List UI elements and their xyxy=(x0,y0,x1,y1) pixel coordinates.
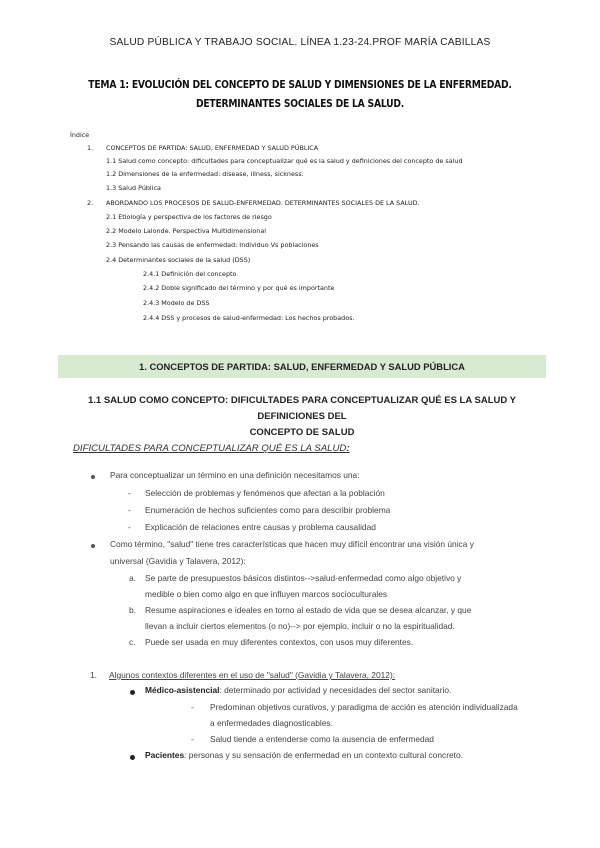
subsection-title xyxy=(58,393,546,441)
toc-item[interactable] xyxy=(87,199,420,207)
subsection-title-line-2: CONCEPTO DE SALUD xyxy=(249,427,355,438)
list-item: Se parte de presupuestos básicos distintos-->salud-enfermedad como algo objetivo y xyxy=(145,573,462,583)
list-item: Explicación de relaciones entre causas y problema causalidad xyxy=(145,522,376,532)
bullet-text: Para conceptualizar un término en una definición necesitamos una: xyxy=(110,470,360,480)
bullet-text xyxy=(145,685,451,695)
document-title xyxy=(60,76,540,114)
list-letter: c. xyxy=(129,637,136,647)
toc-item[interactable]: 2.4.1 Definición del concepto xyxy=(143,270,237,278)
bullet-icon xyxy=(130,690,135,695)
difficulties-heading xyxy=(73,443,350,454)
list-item: Salud tiende a entenderse como la ausencia de enfermedad xyxy=(210,734,434,744)
list-number: 1. xyxy=(90,670,97,680)
toc-item[interactable]: 2.2 Modelo Lalonde. Perspectiva Multidimensional xyxy=(106,227,267,235)
subsection-title-line-1: 1.1 SALUD COMO CONCEPTO: DIFICULTADES PARA CONCEPTUALIZAR QUÉ ES LA SALUD Y DEFINICIONES DEL xyxy=(87,395,517,422)
toc-item[interactable]: 1.2 Dimensiones de la enfermedad: disease, illness, sickness. xyxy=(106,170,304,178)
toc-item[interactable] xyxy=(87,144,319,152)
dash-icon: - xyxy=(191,734,194,744)
bullet-text-continuation: universal (Gavidia y Talavera, 2012): xyxy=(110,556,246,566)
bullet-icon xyxy=(130,755,135,760)
contexts-heading: Algunos contextos diferentes en el uso de "salud" (Gavidia y Talavera, 2012): xyxy=(109,670,396,680)
title-line-2: DETERMINANTES SOCIALES DE LA SALUD. xyxy=(195,99,405,110)
list-item: Selección de problemas y fenómenos que afectan a la población xyxy=(145,488,385,498)
list-item-continuation: a enfermedades diagnosticables. xyxy=(210,718,333,728)
toc-item[interactable]: 2.4 Determinantes sociales de la salud (DSS) xyxy=(106,256,251,264)
bullet-text xyxy=(145,750,463,760)
toc-item-label: ABORDANDO LOS PROCESOS DE SALUD-ENFERMEDAD. DETERMINANTES SOCIALES DE LA SALUD. xyxy=(106,199,420,207)
list-item: Resume aspiraciones e ideales en torno al estado de vida que se desea alcanzar, y que xyxy=(145,605,472,615)
list-item-continuation: llevan a incluir ciertos elementos (o no)--> por ejemplo, incluir o no la espiritualidad. xyxy=(145,621,455,631)
toc-item[interactable]: 2.3 Pensando las causas de enfermedad: Individuo Vs poblaciones xyxy=(106,241,319,249)
toc-item-number: 1. xyxy=(87,144,94,152)
dash-icon: - xyxy=(191,702,194,712)
toc-item[interactable]: 2.4.3 Modelo de DSS xyxy=(143,299,210,307)
bullet-icon xyxy=(91,475,95,479)
list-letter: b. xyxy=(129,605,136,615)
difficulties-heading-text: DIFICULTADES PARA CONCEPTUALIZAR QUÉ ES LA SALUD xyxy=(73,443,347,454)
title-line-1: TEMA 1: EVOLUCIÓN DEL CONCEPTO DE SALUD Y DIMENSIONES DE LA ENFERMEDAD. xyxy=(88,80,512,91)
list-item-continuation: medible o bien como algo en que influyen marcos socioculturales xyxy=(145,589,388,599)
dash-icon: - xyxy=(128,505,131,515)
list-item: Predominan objetivos curativos, y paradigma de acción es atención individualizada xyxy=(210,702,518,712)
page-header: SALUD PÚBLICA Y TRABAJO SOCIAL. LÍNEA 1.23-24.PROF MARÍA CABILLAS xyxy=(109,37,491,48)
difficulties-heading-colon: : xyxy=(346,443,350,454)
bullet-description: : determinado por actividad y necesidades del sector sanitario. xyxy=(219,685,452,695)
toc-item-number: 2. xyxy=(87,199,94,207)
section-banner xyxy=(58,355,546,378)
list-letter: a. xyxy=(129,573,136,583)
toc-item[interactable]: 2.1 Etiología y perspectiva de los factores de riesgo xyxy=(106,213,272,221)
dash-icon: - xyxy=(128,522,131,532)
toc-item-label: CONCEPTOS DE PARTIDA: SALUD, ENFERMEDAD Y SALUD PÚBLICA xyxy=(106,144,319,152)
bullet-icon xyxy=(91,544,95,548)
section-title: 1. CONCEPTOS DE PARTIDA: SALUD, ENFERMEDAD Y SALUD PÚBLICA xyxy=(139,361,465,372)
bullet-text: Como término, "salud" tiene tres características que hacen muy difícil encontrar una visión única y xyxy=(110,539,474,549)
toc-item[interactable]: 1.1 Salud como concepto: dificultades para conceptualizar qué es la salud y definiciones del concepto de salud xyxy=(106,157,463,165)
toc-heading: Índice xyxy=(70,131,90,139)
bullet-description: : personas y su sensación de enfermedad en un contexto cultural concreto. xyxy=(184,750,463,760)
bullet-label: Médico-asistencial xyxy=(145,685,220,695)
toc-item[interactable]: 2.4.2 Doble significado del término y por qué es importante xyxy=(143,284,335,292)
toc-item[interactable]: 1.3 Salud Pública xyxy=(106,184,161,192)
list-item: Enumeración de hechos suficientes como para describir problema xyxy=(145,505,391,515)
toc-item[interactable]: 2.4.4 DSS y procesos de salud-enfermedad: Los hechos probados. xyxy=(143,314,355,322)
list-item: Puede ser usada en muy diferentes contextos, con usos muy diferentes. xyxy=(145,637,414,647)
bullet-label: Pacientes xyxy=(145,750,185,760)
dash-icon: - xyxy=(128,488,131,498)
